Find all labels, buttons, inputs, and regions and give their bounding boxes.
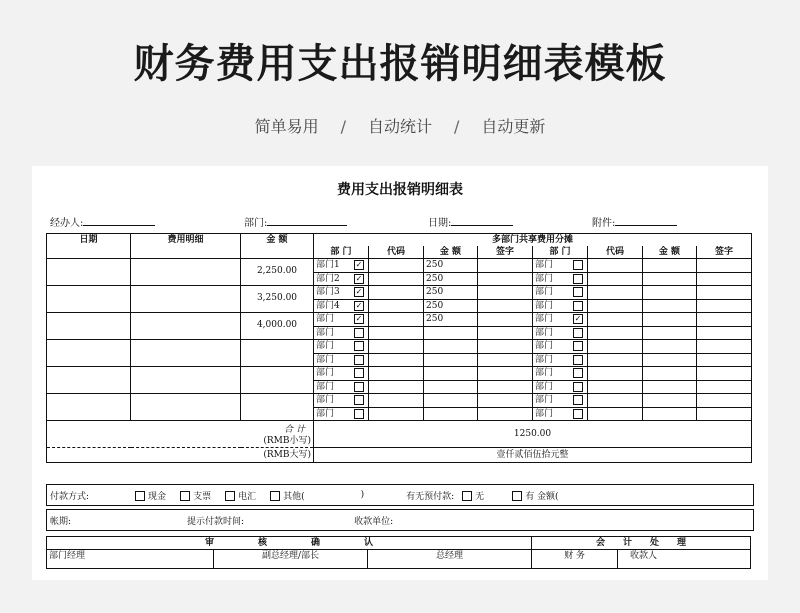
checkbox[interactable] — [573, 301, 583, 311]
right-dept-cell — [533, 299, 588, 313]
left-code-cell[interactable] — [369, 326, 424, 340]
meta-date — [428, 214, 513, 229]
subcol-code-right: 代码 — [588, 246, 643, 259]
left-dept-cell — [314, 407, 369, 421]
dept-name: 部门 — [316, 314, 335, 325]
dept-name: 部门 — [535, 260, 554, 271]
subcol-code-left: 代码 — [369, 246, 424, 259]
checkbox[interactable] — [573, 409, 583, 419]
rmb-small-label: (RMB小写) — [263, 436, 311, 446]
payment-wire[interactable]: 电汇 — [225, 489, 256, 502]
left-sign-cell[interactable] — [478, 340, 533, 354]
left-share-amount-cell[interactable]: 250 — [424, 286, 478, 300]
date-cell[interactable] — [47, 340, 131, 367]
checkbox[interactable] — [573, 382, 583, 392]
page-title: 财务费用支出报销明细表模板 — [133, 41, 667, 87]
right-dept-cell — [533, 259, 588, 273]
amount-cell[interactable] — [241, 367, 314, 394]
date-cell[interactable] — [47, 394, 131, 421]
meta-handler — [50, 214, 155, 229]
checked-checkbox[interactable]: ✓ — [355, 260, 363, 269]
right-share-amount-cell[interactable] — [643, 272, 697, 286]
table-row — [47, 394, 752, 408]
dept-name: 部门 — [316, 368, 335, 379]
left-dept-cell — [314, 394, 369, 408]
dept-name: 部门 — [535, 368, 554, 379]
right-share-amount-cell[interactable] — [643, 313, 697, 327]
left-sign-cell[interactable] — [478, 286, 533, 300]
payment-check[interactable]: 支票 — [180, 489, 211, 502]
right-share-amount-cell[interactable] — [643, 259, 697, 273]
left-share-amount-cell[interactable]: 250 — [424, 299, 478, 313]
dept-manager-cell[interactable]: 部门经理 — [47, 550, 214, 569]
table-row — [47, 367, 752, 381]
left-dept-cell — [314, 340, 369, 354]
right-share-amount-cell[interactable] — [643, 299, 697, 313]
date-cell[interactable] — [47, 259, 131, 286]
left-share-amount-cell[interactable]: 250 — [424, 259, 478, 273]
finance-cell[interactable]: 财 务 — [532, 550, 618, 569]
table-row — [47, 259, 752, 273]
checkbox[interactable] — [354, 368, 364, 378]
dept-name: 部门 — [535, 408, 554, 419]
right-sign-cell[interactable] — [697, 326, 752, 340]
tagline-separator: / — [454, 117, 460, 136]
right-dept-cell — [533, 394, 588, 408]
payment-other[interactable]: 其他( — [270, 489, 305, 502]
tagline-auto-update: 自动更新 — [481, 117, 546, 136]
detail-cell[interactable] — [131, 367, 241, 394]
dept-name: 部门 — [535, 341, 554, 352]
form-title: 费用支出报销明细表 — [337, 182, 463, 198]
dept-name: 部门 — [316, 408, 335, 419]
dept-name: 部门 — [316, 327, 335, 338]
left-sign-cell[interactable] — [478, 313, 533, 327]
right-sign-cell[interactable] — [697, 367, 752, 381]
checkbox[interactable] — [573, 368, 583, 378]
payment-label: 付款方式: — [50, 491, 90, 502]
payment-row — [46, 484, 754, 506]
wire-checkbox[interactable] — [225, 491, 235, 501]
left-sign-cell[interactable] — [478, 407, 533, 421]
dept-name: 部门 — [535, 327, 554, 338]
attachment-field[interactable] — [615, 215, 677, 226]
right-dept-cell — [533, 272, 588, 286]
right-share-amount-cell[interactable] — [643, 367, 697, 381]
other-checkbox[interactable] — [270, 491, 280, 501]
cash-checkbox[interactable] — [135, 491, 145, 501]
right-code-cell[interactable] — [588, 380, 643, 394]
right-sign-cell[interactable] — [697, 394, 752, 408]
left-share-amount-cell[interactable] — [424, 340, 478, 354]
col-date: 日期 — [47, 234, 131, 259]
dept-name: 部门3 — [316, 287, 340, 298]
reminder-label: 提示付款时间: — [187, 516, 245, 527]
checkbox[interactable] — [573, 355, 583, 365]
date-cell[interactable] — [47, 313, 131, 340]
right-code-cell[interactable] — [588, 367, 643, 381]
attachment-label: 附件: — [592, 218, 616, 229]
left-code-cell[interactable] — [369, 394, 424, 408]
subcol-amount2-left: 金 额 — [424, 246, 478, 259]
checkbox[interactable] — [573, 341, 583, 351]
left-dept-cell — [314, 380, 369, 394]
dept-name: 部门1 — [316, 260, 340, 271]
total-big-value: 壹仟贰佰伍拾元整 — [314, 448, 752, 463]
right-share-amount-cell[interactable] — [643, 380, 697, 394]
tagline-easy: 简单易用 — [254, 117, 319, 136]
right-sign-cell[interactable] — [697, 407, 752, 421]
checkbox[interactable] — [573, 260, 583, 270]
right-sign-cell[interactable] — [697, 380, 752, 394]
checkbox[interactable] — [573, 274, 583, 284]
right-dept-cell — [533, 353, 588, 367]
left-code-cell[interactable] — [369, 259, 424, 273]
left-dept-cell — [314, 326, 369, 340]
dept-name: 部门 — [535, 354, 554, 365]
left-code-cell[interactable] — [369, 299, 424, 313]
left-share-amount-cell[interactable] — [424, 380, 478, 394]
left-sign-cell[interactable] — [478, 394, 533, 408]
other-close: ) — [360, 490, 365, 500]
left-sign-cell[interactable] — [478, 272, 533, 286]
subcol-sign-right: 签字 — [697, 246, 752, 259]
left-share-amount-cell[interactable] — [424, 326, 478, 340]
checkbox[interactable] — [354, 395, 364, 405]
right-code-cell[interactable] — [588, 353, 643, 367]
dept-name: 部门 — [535, 314, 554, 325]
dept-label: 部门: — [244, 218, 268, 229]
date-cell[interactable] — [47, 286, 131, 313]
advance-yes[interactable]: 有 金额( — [512, 489, 558, 502]
right-code-cell[interactable] — [588, 272, 643, 286]
advance-label: 有无预付款: — [406, 491, 455, 502]
dept-name: 部门 — [316, 354, 335, 365]
checked-checkbox[interactable]: ✓ — [355, 287, 363, 296]
dept-name: 部门 — [316, 341, 335, 352]
left-sign-cell[interactable] — [478, 326, 533, 340]
right-sign-cell[interactable] — [697, 353, 752, 367]
amount-cell[interactable]: 3,250.00 — [241, 286, 314, 313]
left-dept-cell — [314, 286, 369, 300]
right-code-cell[interactable] — [588, 313, 643, 327]
right-dept-cell — [533, 326, 588, 340]
checked-checkbox[interactable]: ✓ — [355, 314, 363, 323]
review-table — [46, 536, 751, 569]
table-row — [47, 286, 752, 300]
right-code-cell[interactable] — [588, 299, 643, 313]
meta-dept — [244, 214, 347, 229]
amount-cell[interactable] — [241, 340, 314, 367]
left-share-amount-cell[interactable] — [424, 394, 478, 408]
amount-cell[interactable]: 4,000.00 — [241, 313, 314, 340]
check-checkbox[interactable] — [180, 491, 190, 501]
left-code-cell[interactable] — [369, 380, 424, 394]
rmb-big-label: (RMB大写) — [47, 448, 314, 463]
detail-cell[interactable] — [131, 286, 241, 313]
left-code-cell[interactable] — [369, 272, 424, 286]
right-code-cell[interactable] — [588, 286, 643, 300]
left-sign-cell[interactable] — [478, 259, 533, 273]
left-code-cell[interactable] — [369, 313, 424, 327]
right-share-amount-cell[interactable] — [643, 353, 697, 367]
right-dept-cell — [533, 367, 588, 381]
meta-attachment — [592, 214, 677, 229]
right-sign-cell[interactable] — [697, 272, 752, 286]
amount-cell[interactable] — [241, 394, 314, 421]
vp-cell[interactable]: 副总经理/部长 — [214, 550, 368, 569]
checked-checkbox[interactable]: ✓ — [355, 273, 363, 283]
gm-cell[interactable]: 总经理 — [368, 550, 532, 569]
detail-cell[interactable] — [131, 340, 241, 367]
right-dept-cell — [533, 340, 588, 354]
dept-name: 部门 — [316, 381, 335, 392]
left-sign-cell[interactable] — [478, 367, 533, 381]
left-code-cell[interactable] — [369, 353, 424, 367]
tagline-separator: / — [340, 117, 346, 136]
left-code-cell[interactable] — [369, 286, 424, 300]
accounting-header: 会 计 处 理 — [532, 537, 751, 550]
dept-name: 部门 — [535, 395, 554, 406]
payee-cell[interactable]: 收款人 — [618, 550, 751, 569]
expense-table — [46, 233, 752, 463]
left-dept-cell — [314, 367, 369, 381]
left-share-amount-cell[interactable]: 250 — [424, 272, 478, 286]
left-code-cell[interactable] — [369, 367, 424, 381]
amount-cell[interactable]: 2,250.00 — [241, 259, 314, 286]
left-sign-cell[interactable] — [478, 299, 533, 313]
payment-cash[interactable]: 现金 — [135, 489, 166, 502]
checkbox[interactable] — [354, 409, 364, 419]
payee-unit-label: 收款单位: — [354, 516, 394, 527]
right-dept-cell — [533, 407, 588, 421]
checkbox[interactable] — [573, 287, 583, 297]
right-sign-cell[interactable] — [697, 299, 752, 313]
left-sign-cell[interactable] — [478, 380, 533, 394]
total-small-label — [47, 421, 314, 448]
left-code-cell[interactable] — [369, 340, 424, 354]
right-code-cell[interactable] — [588, 326, 643, 340]
right-code-cell[interactable] — [588, 394, 643, 408]
shared-cost-header: 多部门共享费用分摊 — [314, 234, 752, 247]
right-code-cell[interactable] — [588, 259, 643, 273]
expense-form-sheet — [32, 166, 768, 580]
date-label: 日期: — [428, 218, 452, 229]
col-detail: 费用明细 — [131, 234, 241, 259]
left-dept-cell — [314, 272, 369, 286]
subcol-dept-left: 部 门 — [314, 246, 369, 259]
detail-cell[interactable] — [131, 313, 241, 340]
left-dept-cell — [314, 313, 369, 327]
subcol-dept-right: 部 门 — [533, 246, 588, 259]
dept-name: 部门 — [316, 395, 335, 406]
right-dept-cell — [533, 380, 588, 394]
advance-yes-checkbox[interactable] — [512, 491, 522, 501]
advance-no[interactable]: 无 — [462, 489, 484, 502]
detail-cell[interactable] — [131, 259, 241, 286]
checkbox[interactable] — [573, 395, 583, 405]
account-row — [46, 509, 754, 531]
right-share-amount-cell[interactable] — [643, 286, 697, 300]
right-sign-cell[interactable] — [697, 259, 752, 273]
date-cell[interactable] — [47, 367, 131, 394]
dept-name: 部门 — [535, 273, 554, 284]
left-share-amount-cell[interactable] — [424, 407, 478, 421]
table-row — [47, 313, 752, 327]
right-share-amount-cell[interactable] — [643, 394, 697, 408]
right-code-cell[interactable] — [588, 407, 643, 421]
dept-field[interactable] — [267, 215, 347, 226]
total-small-value: 1250.00 — [314, 421, 752, 448]
checkbox[interactable] — [354, 382, 364, 392]
right-sign-cell[interactable] — [697, 340, 752, 354]
right-share-amount-cell[interactable] — [643, 326, 697, 340]
period-label: 帐期: — [50, 516, 72, 527]
total-label: 合 计 — [284, 425, 305, 435]
left-sign-cell[interactable] — [478, 353, 533, 367]
right-sign-cell[interactable] — [697, 313, 752, 327]
advance-no-checkbox[interactable] — [462, 491, 472, 501]
left-code-cell[interactable] — [369, 407, 424, 421]
right-dept-cell — [533, 286, 588, 300]
checkbox[interactable] — [354, 355, 364, 365]
dept-name: 部门 — [535, 300, 554, 311]
left-share-amount-cell[interactable] — [424, 367, 478, 381]
left-dept-cell — [314, 259, 369, 273]
dept-name: 部门4 — [316, 300, 340, 311]
handler-label: 经办人: — [50, 218, 84, 229]
dept-name: 部门2 — [316, 273, 340, 284]
taglines — [0, 114, 800, 137]
dept-name: 部门 — [535, 381, 554, 392]
right-share-amount-cell[interactable] — [643, 407, 697, 421]
left-dept-cell — [314, 353, 369, 367]
right-dept-cell — [533, 313, 588, 327]
checked-checkbox[interactable]: ✓ — [574, 314, 582, 323]
checkbox[interactable] — [354, 341, 364, 351]
left-share-amount-cell[interactable]: 250 — [424, 313, 478, 327]
date-field[interactable] — [451, 215, 513, 226]
handler-field[interactable] — [83, 215, 155, 226]
table-row — [47, 340, 752, 354]
subcol-sign-left: 签字 — [478, 246, 533, 259]
right-share-amount-cell[interactable] — [643, 340, 697, 354]
review-header: 审 核 确 认 — [47, 537, 532, 550]
checkbox[interactable] — [573, 328, 583, 338]
left-dept-cell — [314, 299, 369, 313]
dept-name: 部门 — [535, 287, 554, 298]
left-share-amount-cell[interactable] — [424, 353, 478, 367]
col-amount: 金 额 — [241, 234, 314, 259]
right-sign-cell[interactable] — [697, 286, 752, 300]
checkbox[interactable] — [354, 328, 364, 338]
subcol-amount2-right: 金 额 — [643, 246, 697, 259]
checked-checkbox[interactable]: ✓ — [355, 300, 363, 310]
tagline-auto-stats: 自动统计 — [367, 117, 432, 136]
detail-cell[interactable] — [131, 394, 241, 421]
right-code-cell[interactable] — [588, 340, 643, 354]
